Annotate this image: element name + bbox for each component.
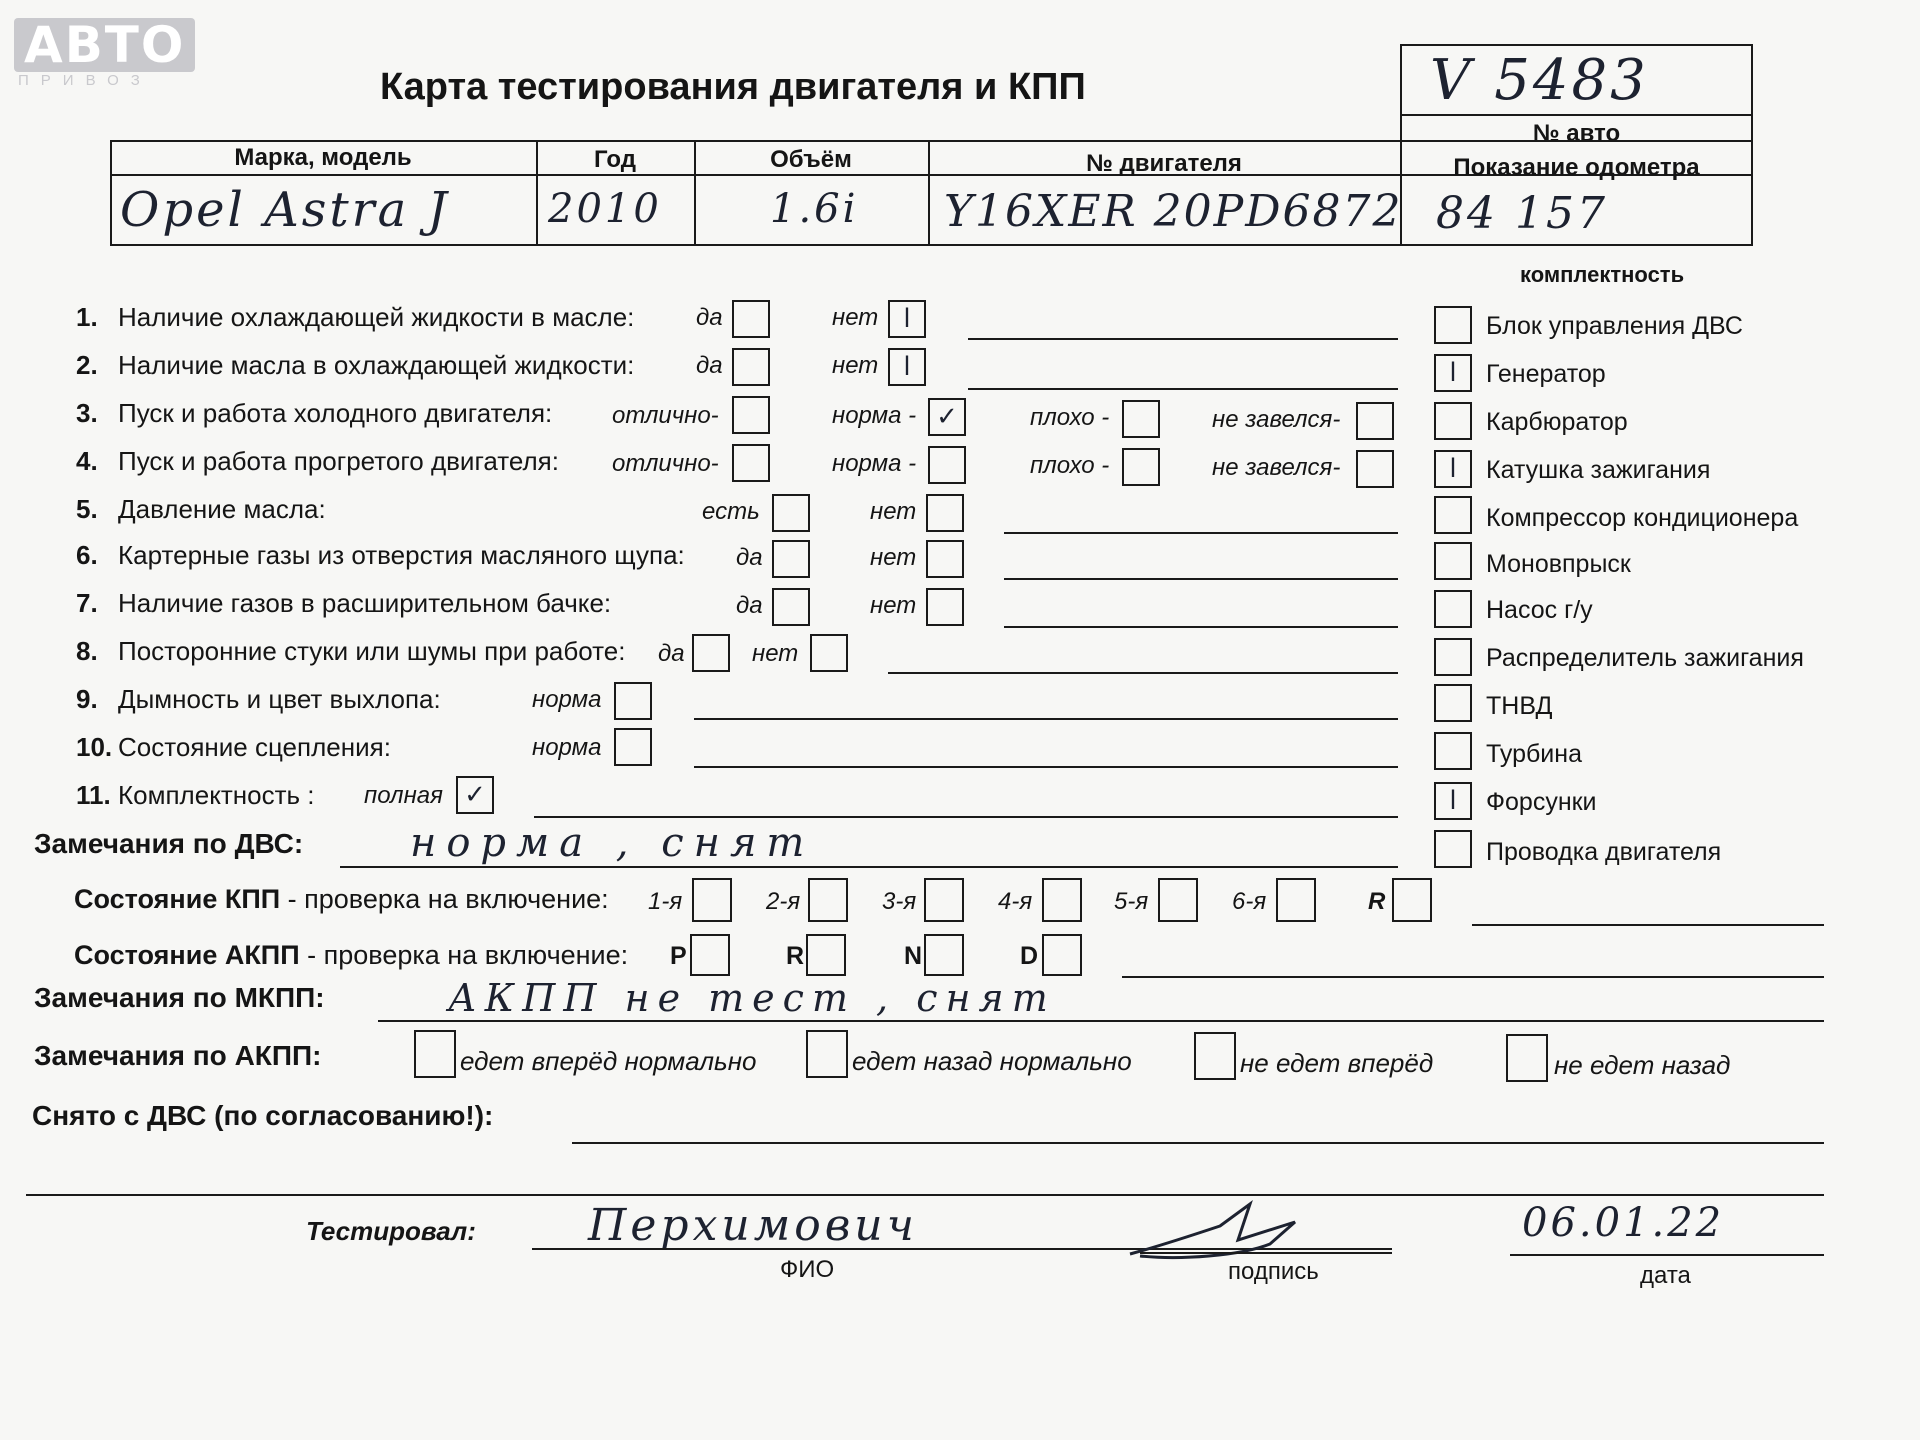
q7-no-label: нет	[870, 592, 917, 619]
auto-number-value: V 5483	[1430, 48, 1649, 113]
q8-notes-line	[888, 672, 1398, 674]
q3-bad-label: плохо -	[1030, 404, 1110, 431]
brand-header: Марка, модель	[234, 144, 412, 171]
date-value: 06.01.22	[1522, 1200, 1725, 1246]
tick-mark: ⅼ	[1449, 454, 1457, 484]
komplekt-ac-compressor-label: Компрессор кондиционера	[1486, 504, 1799, 532]
question-11: 11. Комплектность :	[76, 780, 315, 810]
akpp-no-reverse-checkbox[interactable]	[1506, 1034, 1548, 1082]
q6-no-label: нет	[870, 544, 917, 571]
q4-normal-checkbox[interactable]	[928, 446, 966, 484]
kpp-gear-5-checkbox[interactable]	[1158, 878, 1198, 922]
dvs-remarks-value: норма , снят	[410, 820, 815, 866]
kpp-gear-1-label: 1-я	[648, 888, 683, 915]
q10-normal-label: норма	[532, 734, 602, 761]
kpp-notes-line	[1472, 924, 1824, 926]
komplekt-power-steering-label: Насос г/у	[1486, 596, 1593, 624]
q11-full-checkbox[interactable]	[456, 776, 494, 814]
sign-label: подпись	[1228, 1258, 1319, 1285]
komplekt-ecu-label: Блок управления ДВС	[1486, 312, 1743, 340]
q3-no-start-label: не завелся-	[1212, 406, 1341, 433]
komplekt-mono-injection-checkbox[interactable]	[1434, 542, 1472, 580]
akpp-no-forward-checkbox[interactable]	[1194, 1032, 1236, 1080]
komplekt-carburetor-label: Карбюратор	[1486, 408, 1628, 436]
komplekt-title: комплектность	[1520, 262, 1685, 287]
kpp-gear-2-checkbox[interactable]	[808, 878, 848, 922]
q4-excellent-label: отлично-	[612, 450, 719, 477]
q5-absent-label: нет	[870, 498, 917, 525]
akpp-gear-n-checkbox[interactable]	[924, 934, 964, 976]
q2-notes-line	[968, 388, 1398, 390]
date-line	[1510, 1254, 1824, 1256]
fio-label: ФИО	[780, 1256, 835, 1283]
question-8: 8. Посторонние стуки или шумы при работе:	[76, 636, 626, 666]
akpp-remarks-label: Замечания по АКПП:	[34, 1040, 322, 1071]
q9-normal-checkbox[interactable]	[614, 682, 652, 720]
q11-notes-line	[534, 816, 1398, 818]
q7-yes-checkbox[interactable]	[772, 588, 810, 626]
q5-absent-checkbox[interactable]	[926, 494, 964, 532]
volume-value: 1.6i	[770, 186, 859, 232]
akpp-no-reverse-label: не едет назад	[1554, 1050, 1731, 1080]
kpp-gear-5-label: 5-я	[1114, 888, 1149, 915]
tested-label: Тестировал:	[306, 1216, 476, 1246]
q2-yes-label: да	[696, 352, 723, 379]
komplekt-coil-checkbox[interactable]	[1434, 450, 1472, 488]
odometer-header: Показание одометра	[1453, 154, 1700, 181]
question-5: 5. Давление масла:	[76, 494, 326, 524]
kpp-gear-1-checkbox[interactable]	[692, 878, 732, 922]
logo-text: АВТО	[14, 18, 195, 72]
komplekt-mono-injection-label: Моновпрыск	[1486, 550, 1631, 578]
q2-yes-checkbox[interactable]	[732, 348, 770, 386]
year-value: 2010	[548, 186, 662, 232]
akpp-reverse-ok-checkbox[interactable]	[806, 1030, 848, 1078]
q3-normal-checkbox[interactable]	[928, 398, 966, 436]
komplekt-wiring-label: Проводка двигателя	[1486, 838, 1722, 866]
q3-excellent-label: отлично-	[612, 402, 719, 429]
footer-divider	[26, 1194, 1824, 1196]
mkpp-remarks-line	[378, 1020, 1824, 1022]
removed-line	[572, 1142, 1824, 1144]
q4-no-start-checkbox[interactable]	[1356, 450, 1394, 488]
q6-notes-line	[1004, 578, 1398, 580]
brand-logo	[14, 18, 195, 89]
komplekt-ac-compressor-checkbox[interactable]	[1434, 496, 1472, 534]
kpp-gear-6-checkbox[interactable]	[1276, 878, 1316, 922]
question-6: 6. Картерные газы из отверстия масляного щупа:	[76, 540, 685, 570]
question-7: 7. Наличие газов в расширительном бачке:	[76, 588, 612, 618]
q6-yes-label: да	[736, 544, 763, 571]
akpp-notes-line	[1122, 976, 1824, 978]
akpp-gear-r-checkbox[interactable]	[806, 934, 846, 976]
q7-no-checkbox[interactable]	[926, 588, 964, 626]
tick-mark: ⅼ	[1449, 358, 1457, 388]
q10-notes-line	[694, 766, 1398, 768]
akpp-gear-p-checkbox[interactable]	[690, 934, 730, 976]
q6-no-checkbox[interactable]	[926, 540, 964, 578]
year-header: Год	[594, 146, 636, 173]
q1-notes-line	[968, 338, 1398, 340]
akpp-reverse-ok-label: едет назад нормально	[852, 1046, 1132, 1076]
komplekt-injectors-checkbox[interactable]	[1434, 782, 1472, 820]
kpp-gear-3-label: 3-я	[882, 888, 917, 915]
divider	[1400, 114, 1753, 116]
komplekt-ecu-checkbox[interactable]	[1434, 306, 1472, 344]
q8-no-label: нет	[752, 640, 799, 667]
komplekt-turbo-label: Турбина	[1486, 740, 1582, 768]
q8-yes-checkbox[interactable]	[692, 634, 730, 672]
q9-notes-line	[694, 718, 1398, 720]
q4-normal-label: норма -	[832, 450, 917, 477]
mkpp-remarks-value: АКПП не тест , снят	[448, 976, 1056, 1020]
date-label: дата	[1640, 1262, 1691, 1289]
logo-subtext: ПРИВОЗ	[18, 72, 152, 89]
q11-full-label: полная	[364, 782, 443, 809]
check-mark: ✓	[936, 402, 958, 432]
q2-no-checkbox[interactable]	[888, 348, 926, 386]
volume-header: Объём	[770, 146, 852, 173]
q1-yes-checkbox[interactable]	[732, 300, 770, 338]
akpp-label: Состояние АКПП - проверка на включение:	[74, 940, 629, 970]
engine-header: № двигателя	[1086, 150, 1242, 177]
akpp-forward-ok-label: едет вперёд нормально	[460, 1046, 757, 1076]
kpp-gear-r-checkbox[interactable]	[1392, 878, 1432, 922]
komplekt-power-steering-checkbox[interactable]	[1434, 590, 1472, 628]
q7-notes-line	[1004, 626, 1398, 628]
komplekt-distributor-checkbox[interactable]	[1434, 638, 1472, 676]
q5-present-checkbox[interactable]	[772, 494, 810, 532]
q5-present-label: есть	[702, 498, 760, 525]
akpp-gear-d-label: D	[1020, 942, 1039, 970]
q3-normal-label: норма -	[832, 402, 917, 429]
kpp-gear-6-label: 6-я	[1232, 888, 1267, 915]
q8-yes-label: да	[658, 640, 685, 667]
odometer-value: 84 157	[1436, 188, 1608, 239]
q4-excellent-checkbox[interactable]	[732, 444, 770, 482]
komplekt-distributor-label: Распределитель зажигания	[1486, 644, 1804, 672]
tick-mark: ⅼ	[903, 304, 911, 334]
q1-no-label: нет	[832, 304, 879, 331]
q4-no-start-label: не завелся-	[1212, 454, 1341, 481]
komplekt-injectors-label: Форсунки	[1486, 788, 1597, 816]
kpp-gear-4-checkbox[interactable]	[1042, 878, 1082, 922]
tester-name: Перхимович	[588, 1200, 919, 1251]
question-1: 1. Наличие охлаждающей жидкости в масле:	[76, 302, 635, 332]
q8-no-checkbox[interactable]	[810, 634, 848, 672]
dvs-remarks-line	[340, 866, 1398, 868]
q3-no-start-checkbox[interactable]	[1356, 402, 1394, 440]
q3-bad-checkbox[interactable]	[1122, 400, 1160, 438]
kpp-gear-4-label: 4-я	[998, 888, 1033, 915]
auto-number-label: № авто	[1532, 120, 1621, 147]
komplekt-wiring-checkbox[interactable]	[1434, 830, 1472, 868]
komplekt-injection-pump-checkbox[interactable]	[1434, 684, 1472, 722]
q3-excellent-checkbox[interactable]	[732, 396, 770, 434]
akpp-no-forward-label: не едет вперёд	[1240, 1048, 1434, 1078]
komplekt-generator-checkbox[interactable]	[1434, 354, 1472, 392]
komplekt-turbo-checkbox[interactable]	[1434, 732, 1472, 770]
komplekt-carburetor-checkbox[interactable]	[1434, 402, 1472, 440]
question-10: 10. Состояние сцепления:	[76, 732, 391, 762]
q1-no-checkbox[interactable]	[888, 300, 926, 338]
removed-label: Снято с ДВС (по согласованию!):	[32, 1100, 494, 1131]
dvs-remarks-label: Замечания по ДВС:	[34, 828, 304, 859]
q2-no-label: нет	[832, 352, 879, 379]
kpp-gear-r-label: R	[1368, 888, 1386, 915]
question-2: 2. Наличие масла в охлаждающей жидкости:	[76, 350, 635, 380]
question-3: 3. Пуск и работа холодного двигателя:	[76, 398, 553, 428]
q5-notes-line	[1004, 532, 1398, 534]
komplekt-injection-pump-label: ТНВД	[1486, 692, 1553, 720]
kpp-gear-2-label: 2-я	[766, 888, 801, 915]
brand-value: Opel Astra J	[120, 182, 450, 238]
q4-bad-checkbox[interactable]	[1122, 448, 1160, 486]
engine-value: Y16XER 20PD6872	[944, 186, 1403, 237]
akpp-gear-n-label: N	[904, 942, 923, 970]
q7-yes-label: да	[736, 592, 763, 619]
tick-mark: ⅼ	[1449, 786, 1457, 816]
page-title: Карта тестирования двигателя и КПП	[380, 66, 1086, 108]
question-4: 4. Пуск и работа прогретого двигателя:	[76, 446, 559, 476]
akpp-gear-r-label: R	[786, 942, 805, 970]
q9-normal-label: норма	[532, 686, 602, 713]
kpp-label: Состояние КПП - проверка на включение:	[74, 884, 609, 914]
kpp-gear-3-checkbox[interactable]	[924, 878, 964, 922]
question-9: 9. Дымность и цвет выхлопа:	[76, 684, 441, 714]
mkpp-remarks-label: Замечания по МКПП:	[34, 982, 325, 1013]
tick-mark: ⅼ	[903, 352, 911, 382]
signature	[1120, 1196, 1340, 1266]
sign-line	[1140, 1252, 1392, 1254]
q1-yes-label: да	[696, 304, 723, 331]
komplekt-coil-label: Катушка зажигания	[1486, 456, 1711, 484]
q4-bad-label: плохо -	[1030, 452, 1110, 479]
akpp-gear-d-checkbox[interactable]	[1042, 934, 1082, 976]
komplekt-generator-label: Генератор	[1486, 360, 1606, 388]
check-mark: ✓	[464, 780, 486, 810]
akpp-forward-ok-checkbox[interactable]	[414, 1030, 456, 1078]
q6-yes-checkbox[interactable]	[772, 540, 810, 578]
akpp-gear-p-label: P	[670, 942, 687, 970]
q10-normal-checkbox[interactable]	[614, 728, 652, 766]
